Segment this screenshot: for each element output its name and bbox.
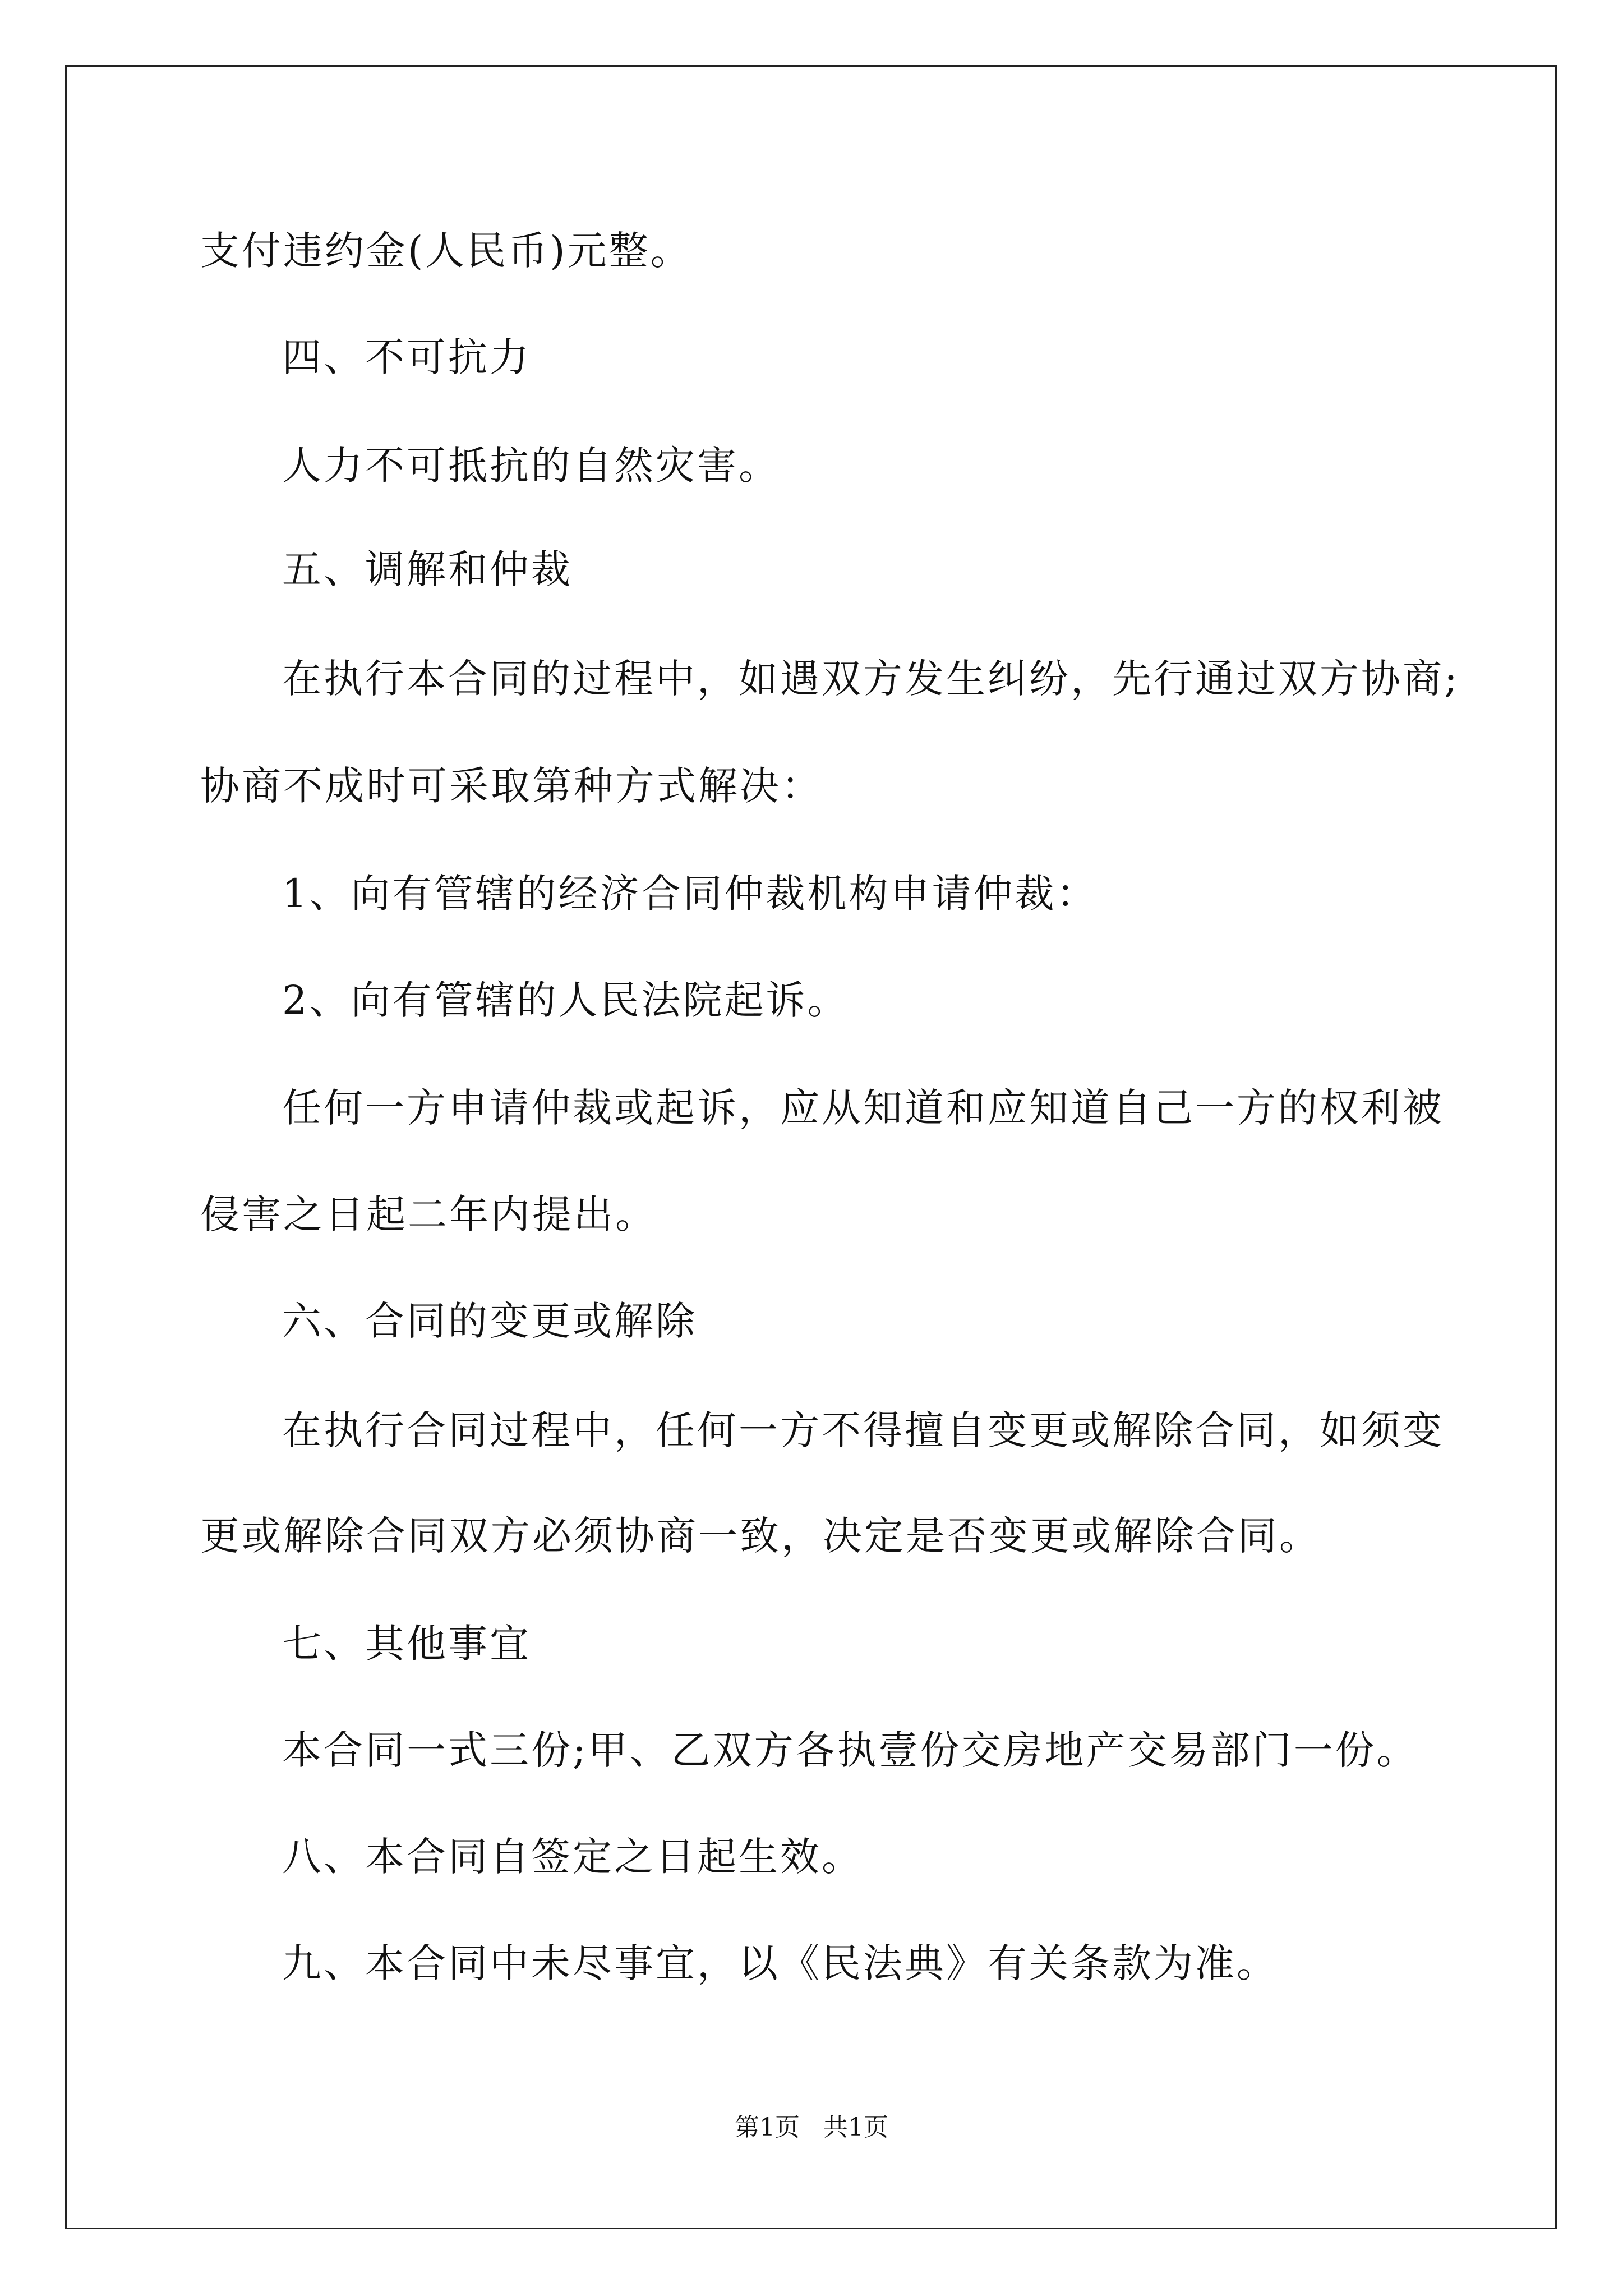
paragraph-line-9: 任何一方申请仲裁或起诉，应从知道和应知道自己一方的权利被	[282, 1085, 1444, 1131]
paragraph-line-6: 协商不成时可采取第种方式解决：	[200, 763, 823, 809]
section-heading-unresolved-matters: 九、本合同中未尽事宜，以《民法典》有关条款为准。	[282, 1940, 1278, 1986]
section-heading-contract-change: 六、合同的变更或解除	[282, 1298, 697, 1344]
page-border	[65, 65, 1557, 2229]
section-heading-other-matters: 七、其他事宜	[282, 1621, 531, 1667]
paragraph-line-5: 在执行本合同的过程中，如遇双方发生纠纷，先行通过双方协商;	[282, 656, 1460, 702]
paragraph-line-1: 支付违约金(人民币)元整。	[200, 228, 692, 274]
list-item-1: 1、向有管辖的经济合同仲裁机构申请仲裁：	[282, 871, 1098, 917]
paragraph-line-15: 本合同一式三份;甲、乙双方各执壹份交房地产交易部门一份。	[282, 1727, 1418, 1773]
paragraph-line-13: 更或解除合同双方必须协商一致，决定是否变更或解除合同。	[200, 1513, 1321, 1559]
paragraph-line-10: 侵害之日起二年内提出。	[200, 1191, 657, 1237]
list-item-2: 2、向有管辖的人民法院起诉。	[282, 977, 849, 1023]
section-heading-mediation-arbitration: 五、调解和仲裁	[282, 546, 573, 592]
paragraph-line-3: 人力不可抵抗的自然灾害。	[282, 443, 780, 489]
page-footer: 第1页 共1页	[735, 2113, 888, 2142]
section-heading-force-majeure: 四、不可抗力	[282, 334, 531, 380]
paragraph-line-12: 在执行合同过程中，任何一方不得擅自变更或解除合同，如须变	[282, 1407, 1444, 1453]
section-heading-effective-date: 八、本合同自签定之日起生效。	[282, 1834, 863, 1880]
